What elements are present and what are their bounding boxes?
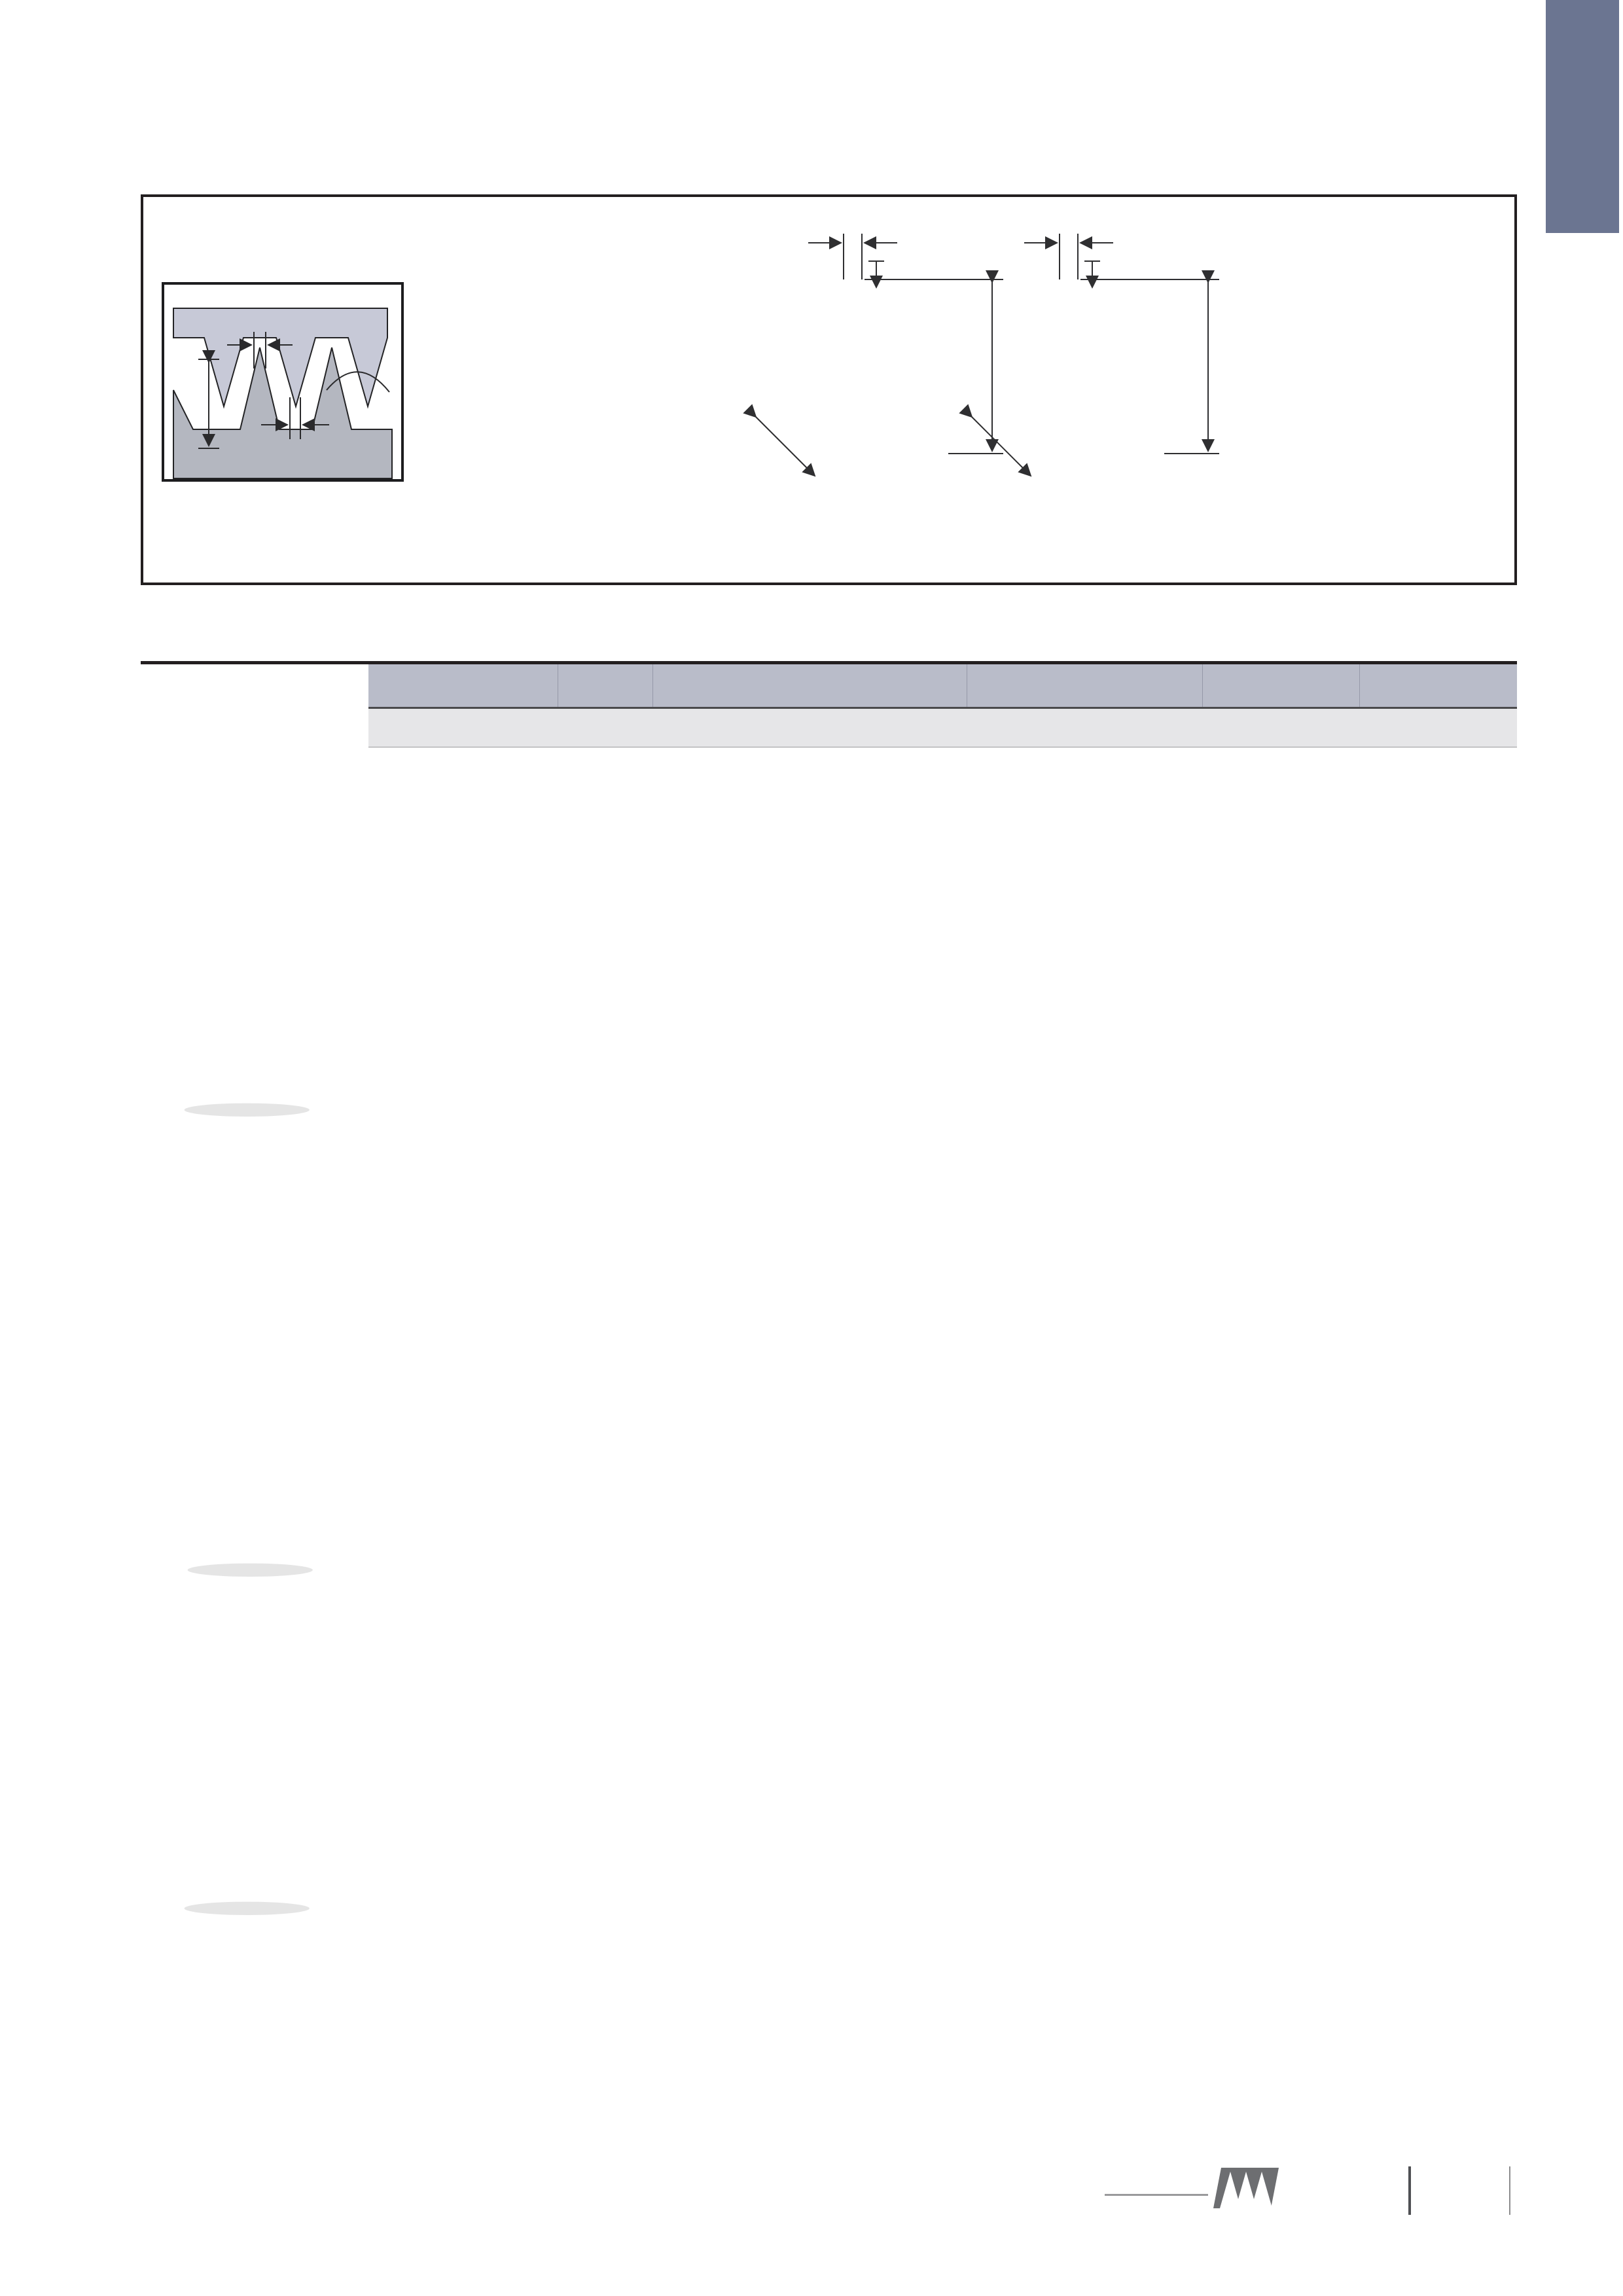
insert-photo-three-eighths-inch <box>157 1757 353 1924</box>
col-header-anvil-rh <box>1203 709 1281 747</box>
scb-insert-diagram <box>935 223 1243 485</box>
group-header-pitch <box>558 664 653 707</box>
group-header-spacer <box>1360 664 1517 707</box>
col-header-h-min <box>967 709 1033 747</box>
footer-divider-1 <box>1408 2166 1411 2215</box>
group-header-ordering-code <box>653 664 967 707</box>
insert-photo-scb <box>160 1419 357 1586</box>
col-header-rh <box>653 709 810 747</box>
group-header-insert-size <box>368 664 558 707</box>
thread-profile-diagram <box>162 282 404 482</box>
col-header-toolholder <box>1360 709 1517 747</box>
col-header-ic <box>368 709 467 747</box>
col-header-lh <box>810 709 967 747</box>
side-tab-thread-turning-inserts <box>1546 0 1619 233</box>
col-header-anvil-lh <box>1281 709 1360 747</box>
table-group-header <box>368 664 1517 709</box>
footer-rule <box>1105 2194 1208 2196</box>
col-header-y <box>1111 709 1203 747</box>
col-header-x <box>1033 709 1111 747</box>
group-header-anvil <box>1203 664 1360 707</box>
group-header-dimensions <box>967 664 1203 707</box>
page-title <box>141 119 149 175</box>
vargus-logo-mark <box>1211 2168 1281 2208</box>
scb-insert-dimensions <box>972 234 1219 476</box>
col-header-tpi <box>558 709 653 747</box>
internal-section-box <box>141 194 1517 585</box>
table-column-header <box>368 709 1517 747</box>
col-header-l-mm <box>467 709 558 747</box>
insert-photo-quarter-inch <box>157 959 353 1126</box>
footer-divider-2 <box>1509 2166 1510 2215</box>
